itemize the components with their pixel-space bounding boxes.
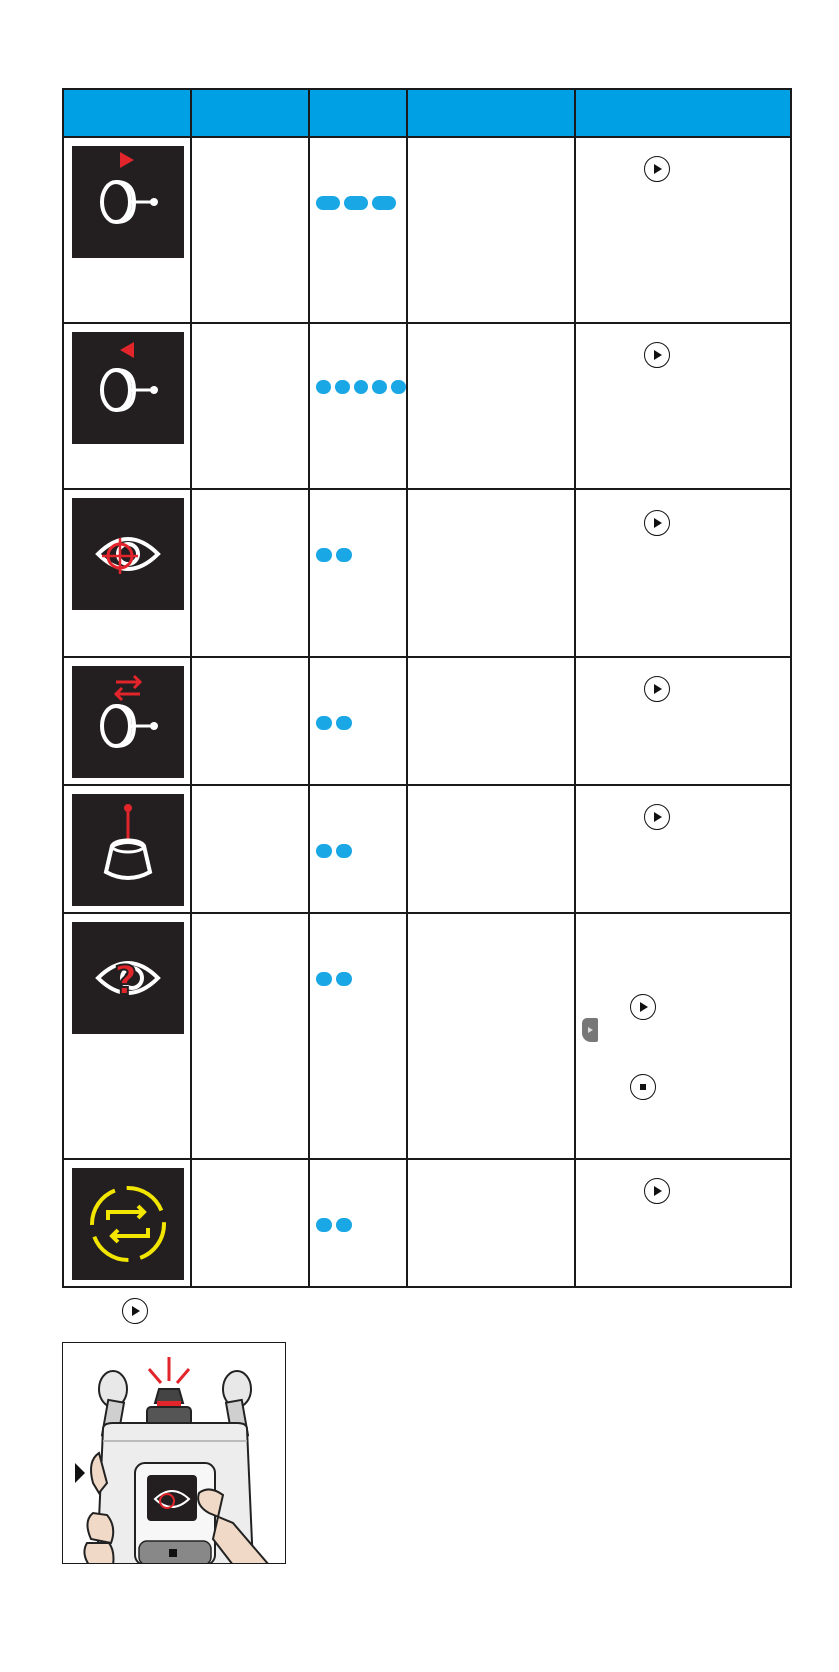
blue-dot bbox=[354, 380, 369, 394]
blink-pattern bbox=[316, 380, 406, 394]
blue-dot bbox=[316, 548, 332, 562]
table-row bbox=[63, 137, 791, 323]
status-cell bbox=[191, 323, 309, 489]
cause-cell bbox=[407, 657, 575, 785]
header-cause bbox=[407, 89, 575, 137]
yellow-cycle-icon bbox=[72, 1168, 184, 1280]
blink-pattern bbox=[316, 548, 406, 562]
status-cell bbox=[191, 657, 309, 785]
blink-pattern bbox=[316, 196, 406, 210]
led-cell bbox=[309, 489, 407, 657]
solution-cell bbox=[575, 489, 791, 657]
blue-dot bbox=[391, 380, 406, 394]
joystick-red-right-arrow-icon bbox=[72, 146, 184, 258]
status-cell bbox=[191, 913, 309, 1159]
status-cell bbox=[191, 785, 309, 913]
blue-dot bbox=[336, 1218, 352, 1232]
blink-pattern bbox=[316, 1218, 406, 1232]
solution-cell bbox=[575, 785, 791, 913]
blue-dot bbox=[372, 380, 387, 394]
icon-cell bbox=[63, 323, 191, 489]
play-button-icon bbox=[644, 510, 670, 536]
table-row bbox=[63, 323, 791, 489]
blue-dash bbox=[372, 196, 396, 210]
play-button-icon bbox=[644, 804, 670, 830]
play-button-icon bbox=[630, 994, 656, 1020]
blink-pattern bbox=[316, 972, 406, 986]
play-button-icon bbox=[644, 1178, 670, 1204]
blue-dot bbox=[335, 380, 350, 394]
led-cell bbox=[309, 1159, 407, 1287]
status-cell bbox=[191, 137, 309, 323]
status-light-icon bbox=[147, 1357, 191, 1429]
icon-cell bbox=[63, 137, 191, 323]
icon-cell bbox=[63, 657, 191, 785]
blue-dash bbox=[316, 196, 340, 210]
blue-dot bbox=[316, 844, 332, 858]
blue-dot bbox=[336, 972, 352, 986]
blink-pattern bbox=[316, 844, 406, 858]
led-cell bbox=[309, 913, 407, 1159]
joystick-red-left-arrow-icon bbox=[72, 332, 184, 444]
blink-pattern bbox=[316, 716, 406, 730]
svg-text:?: ? bbox=[114, 958, 138, 1004]
table-row bbox=[63, 785, 791, 913]
blue-dot bbox=[316, 716, 332, 730]
icon-cell bbox=[63, 913, 191, 1159]
blue-dot bbox=[316, 380, 331, 394]
play-button-icon bbox=[644, 676, 670, 702]
table-row bbox=[63, 489, 791, 657]
blue-dot bbox=[316, 1218, 332, 1232]
icon-cell bbox=[63, 1159, 191, 1287]
cause-cell bbox=[407, 913, 575, 1159]
led-cell bbox=[309, 657, 407, 785]
table-header-row bbox=[63, 89, 791, 137]
eye-question-icon bbox=[72, 922, 184, 1034]
table-row bbox=[63, 657, 791, 785]
solution-cell bbox=[575, 657, 791, 785]
header-status bbox=[191, 89, 309, 137]
cause-cell bbox=[407, 1159, 575, 1287]
header-icon bbox=[63, 89, 191, 137]
blue-dot bbox=[336, 548, 352, 562]
icon-cell bbox=[63, 785, 191, 913]
led-cell bbox=[309, 137, 407, 323]
cause-cell bbox=[407, 323, 575, 489]
centered-stick-icon bbox=[72, 794, 184, 906]
cause-cell bbox=[407, 489, 575, 657]
joystick-swap-icon bbox=[72, 666, 184, 778]
solution-cell bbox=[575, 1159, 791, 1287]
play-button-icon bbox=[644, 342, 670, 368]
side-key-icon bbox=[582, 1018, 598, 1042]
icon-cell bbox=[63, 489, 191, 657]
cause-cell bbox=[407, 785, 575, 913]
blue-dot bbox=[336, 844, 352, 858]
solution-cell bbox=[575, 137, 791, 323]
blue-dash bbox=[344, 196, 368, 210]
troubleshooting-table bbox=[62, 88, 790, 1288]
remote-controller-illustration bbox=[62, 1342, 286, 1564]
play-button-icon bbox=[122, 1298, 148, 1324]
led-cell bbox=[309, 785, 407, 913]
header-led bbox=[309, 89, 407, 137]
led-cell bbox=[309, 323, 407, 489]
blue-dot bbox=[336, 716, 352, 730]
eye-target-icon bbox=[72, 498, 184, 610]
stop-button-icon bbox=[630, 1074, 656, 1100]
blue-dot bbox=[316, 972, 332, 986]
play-button-icon bbox=[644, 156, 670, 182]
cause-cell bbox=[407, 137, 575, 323]
header-solution bbox=[575, 89, 791, 137]
table-row bbox=[63, 913, 791, 1159]
status-cell bbox=[191, 489, 309, 657]
table-row bbox=[63, 1159, 791, 1287]
solution-cell bbox=[575, 323, 791, 489]
status-cell bbox=[191, 1159, 309, 1287]
solution-cell bbox=[575, 913, 791, 1159]
